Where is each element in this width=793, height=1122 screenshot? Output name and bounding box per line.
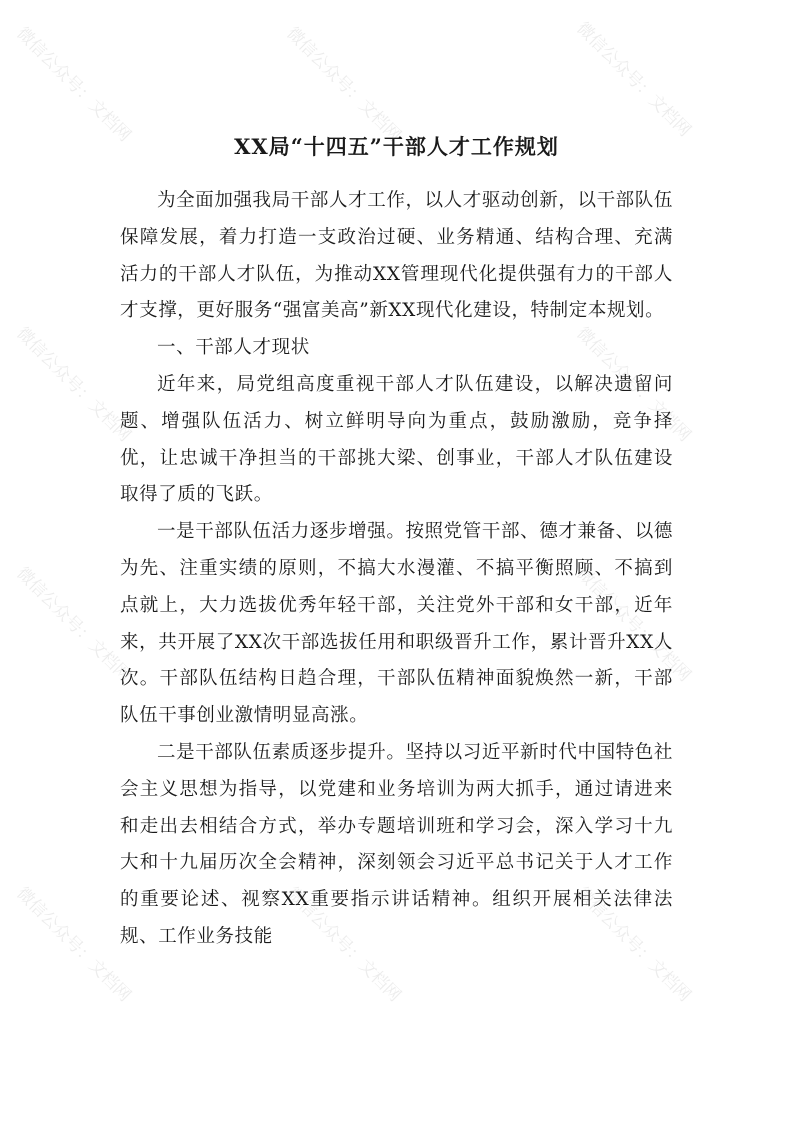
watermark: 微信公众号：文档网: [12, 883, 135, 1006]
paragraph: 近年来，局党组高度重视干部人才队伍建设，以解决遗留问题、增强队伍活力、树立鲜明导向为重点，鼓励激励，竞争择优，让忠诚干净担当的干部挑大梁、创事业，干部人才队伍建设取得了质的飞跃。: [120, 373, 673, 506]
section-heading: 一、干部人才现状: [157, 337, 310, 359]
paragraph: 二是干部队伍素质逐步提升。坚持以习近平新时代中国特色社会主义思想为指导，以党建和业务培训为两大抓手，通过请进来和走出去相结合方式，举办专题培训班和学习会，深入学习十九大和十九届历次全会精神，深刻领会习近平总书记关于人才工作的重要论述、视察XX重要指示讲话精神。组织开展相关法律法规、工作业务技能: [120, 741, 673, 947]
watermark: 微信公众号：文档网: [572, 883, 695, 1006]
watermark: 微信公众号：文档网: [12, 23, 135, 146]
watermark: 微信公众号：文档网: [282, 883, 405, 1006]
watermark: 微信公众号：文档网: [12, 323, 135, 446]
watermark: 微信公众号：文档网: [572, 18, 695, 141]
paragraph-intro: 为全面加强我局干部人才工作，以人才驱动创新，以干部队伍保障发展，着力打造一支政治过硬、业务精通、结构合理、充满活力的干部人才队伍，为推动XX管理现代化提供强有力的干部人才支撑，更好服务“强富美高”新XX现代化建设，特制定本规划。: [120, 190, 673, 322]
paragraph: 一是干部队伍活力逐步增强。按照党管干部、德才兼备、以德为先、注重实绩的原则，不搞大水漫灌、不搞平衡照顾、不搞到点就上，大力选拔优秀年轻干部，关注党外干部和女干部，近年来，共开展了XX次干部选拔任用和职级晋升工作，累计晋升XX人次。干部队伍结构日趋合理，干部队伍精神面貌焕然一新，干部队伍干事创业激情明显高涨。: [120, 521, 673, 727]
watermark: 微信公众号：文档网: [282, 23, 405, 146]
document-title: XX局“十四五”干部人才工作规划: [234, 134, 559, 159]
watermark: 微信公众号：文档网: [572, 323, 695, 446]
watermark: 微信公众号：文档网: [572, 563, 695, 686]
watermark: 微信公众号：文档网: [12, 563, 135, 686]
document-body: [120, 183, 673, 956]
